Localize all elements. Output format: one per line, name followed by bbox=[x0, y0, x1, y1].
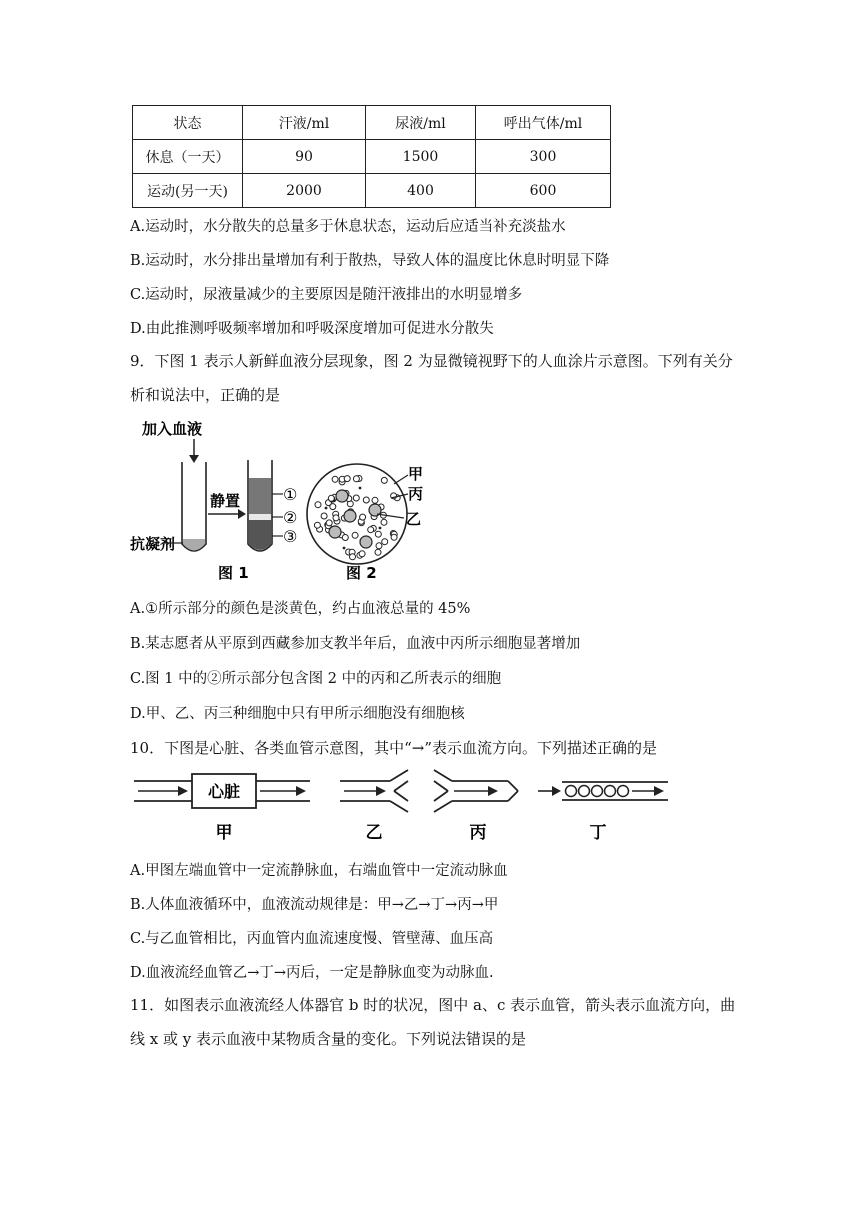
vessel-ding-label: 丁 bbox=[589, 823, 607, 843]
red-blood-cell bbox=[372, 497, 378, 503]
stand-arrowhead bbox=[238, 509, 246, 519]
vessel-yi bbox=[340, 770, 408, 843]
table-cell: 300 bbox=[476, 140, 611, 174]
red-blood-cell bbox=[342, 535, 348, 541]
fig2-caption: 图 2 bbox=[346, 564, 377, 582]
red-blood-cell bbox=[330, 504, 336, 510]
q10-option-a: A.甲图左端血管中一定流静脉血，右端血管中一定流动脉血 bbox=[130, 863, 508, 879]
red-blood-cell bbox=[344, 476, 350, 482]
red-blood-cell bbox=[314, 522, 320, 528]
red-blood-cell bbox=[375, 549, 381, 555]
table-row bbox=[133, 174, 611, 208]
red-blood-cell bbox=[352, 532, 358, 538]
cell-jia-pointer bbox=[394, 475, 408, 484]
vessel-ding bbox=[538, 782, 668, 843]
blood-vessel-figure bbox=[128, 768, 678, 850]
table-header-cell: 汗液/ml bbox=[243, 106, 366, 140]
q9-stem-line2: 析和说法中，正确的是 bbox=[130, 386, 281, 404]
table-cell: 1500 bbox=[366, 140, 476, 174]
vessel-jia-label: 甲 bbox=[215, 823, 233, 843]
q9-option-d: D.甲、乙、丙三种细胞中只有甲所示细胞没有细胞核 bbox=[130, 706, 465, 722]
add-blood-arrowhead bbox=[189, 455, 199, 463]
platelet bbox=[359, 487, 362, 490]
q9-stem-line1: 9．下图 1 表示人新鲜血液分层现象，图 2 为显微镜视野下的人血涂片示意图。下列有关分 bbox=[130, 352, 733, 370]
q10-option-b: B.人体血液循环中，血液流动规律是：甲→乙→丁→丙→甲 bbox=[130, 897, 499, 913]
layer1-label: ① bbox=[283, 485, 298, 504]
table-cell: 600 bbox=[476, 174, 611, 208]
red-blood-cell bbox=[375, 531, 381, 537]
q11-stem-line1: 11．如图表示血液流经人体器官 b 时的状况，图中 a、c 表示血管，箭头表示血流方向，曲 bbox=[130, 996, 736, 1014]
red-blood-cell bbox=[328, 495, 334, 501]
red-blood-cell bbox=[381, 477, 387, 483]
vessel-jia bbox=[134, 774, 310, 843]
red-blood-cell bbox=[360, 514, 366, 520]
q8-option-c: C.运动时，尿液量减少的主要原因是随汗液排出的水明显增多 bbox=[130, 287, 523, 303]
red-blood-cell bbox=[391, 534, 397, 540]
table-cell: 2000 bbox=[243, 174, 366, 208]
red-blood-cell bbox=[353, 476, 359, 482]
table-header-cell: 尿液/ml bbox=[366, 106, 476, 140]
red-blood-cell bbox=[368, 527, 374, 533]
white-blood-cell bbox=[360, 536, 372, 548]
add-blood-label: 加入血液 bbox=[142, 420, 203, 438]
water-loss-table bbox=[132, 105, 611, 208]
white-blood-cell bbox=[336, 490, 348, 502]
q10-option-c: C.与乙血管相比，丙血管内血流速度慢、管壁薄、血压高 bbox=[130, 931, 494, 947]
q10-option-d: D.血液流经血管乙→丁→丙后，一定是静脉血变为动脉血. bbox=[130, 965, 494, 981]
table-header-row bbox=[133, 106, 611, 140]
table-cell: 运动(另一天) bbox=[133, 174, 243, 208]
fig1-caption: 图 1 bbox=[218, 564, 249, 582]
table-cell: 90 bbox=[243, 140, 366, 174]
q8-option-d: D.由此推测呼吸频率增加和呼吸深度增加可促进水分散失 bbox=[130, 321, 494, 337]
red-blood-cell bbox=[332, 476, 338, 482]
buffy-coat-layer bbox=[249, 514, 271, 520]
red-blood-cell bbox=[376, 543, 382, 549]
cell-yi-label: 乙 bbox=[406, 510, 422, 528]
red-blood-cell bbox=[326, 520, 332, 526]
table-cell: 400 bbox=[366, 174, 476, 208]
table-cell: 休息（一天） bbox=[133, 140, 243, 174]
platelet bbox=[343, 547, 346, 550]
anticoagulant-label: 抗凝剂 bbox=[130, 535, 176, 553]
stand-label: 静置 bbox=[210, 492, 241, 510]
layer2-label: ② bbox=[283, 508, 298, 527]
white-blood-cell bbox=[329, 526, 341, 538]
vessel-bing-label: 丙 bbox=[469, 823, 487, 843]
table-header-cell: 状态 bbox=[133, 106, 243, 140]
test-tube-left bbox=[182, 462, 206, 551]
red-blood-cell bbox=[363, 497, 369, 503]
cell-jia-label: 甲 bbox=[408, 465, 424, 483]
plasma-layer bbox=[249, 478, 271, 514]
red-blood-cell bbox=[359, 551, 365, 557]
q10-stem: 10．下图是心脏、各类血管示意图，其中“→”表示血流方向。下列描述正确的是 bbox=[130, 739, 657, 757]
white-blood-cell bbox=[344, 510, 356, 522]
q8-option-b: B.运动时，水分排出量增加有利于散热，导致人体的温度比休息时明显下降 bbox=[130, 253, 610, 269]
red-blood-cell bbox=[350, 554, 356, 560]
vessel-bing bbox=[434, 770, 518, 843]
platelet bbox=[379, 527, 382, 530]
table-header-cell: 呼出气体/ml bbox=[476, 106, 611, 140]
q8-option-a: A.运动时，水分散失的总量多于休息状态，运动后应适当补充淡盐水 bbox=[130, 219, 566, 235]
red-blood-cell bbox=[382, 539, 388, 545]
cell-bing-label: 丙 bbox=[408, 485, 424, 503]
red-blood-cell bbox=[321, 513, 327, 519]
red-blood-cell bbox=[333, 515, 339, 521]
q9-option-c: C.图 1 中的②所示部分包含图 2 中的丙和乙所表示的细胞 bbox=[130, 671, 502, 687]
platelet bbox=[325, 507, 328, 510]
q11-stem-line2: 线 x 或 y 表示血液中某物质含量的变化。下列说法错误的是 bbox=[130, 1030, 527, 1048]
red-blood-cell bbox=[381, 519, 387, 525]
q9-option-a: A.①所示部分的颜色是淡黄色，约占血液总量的 45% bbox=[130, 601, 471, 617]
heart-label: 心脏 bbox=[207, 782, 241, 801]
table-row bbox=[133, 140, 611, 174]
red-blood-cell bbox=[353, 495, 359, 501]
red-cell-layer bbox=[249, 520, 271, 550]
q9-option-b: B.某志愿者从平原到西藏参加支教半年后，血液中丙所示细胞显著增加 bbox=[130, 636, 581, 652]
blood-layers-figure bbox=[128, 418, 428, 586]
layer3-label: ③ bbox=[283, 527, 298, 546]
vessel-yi-label: 乙 bbox=[365, 823, 383, 843]
red-blood-cell bbox=[315, 502, 321, 508]
